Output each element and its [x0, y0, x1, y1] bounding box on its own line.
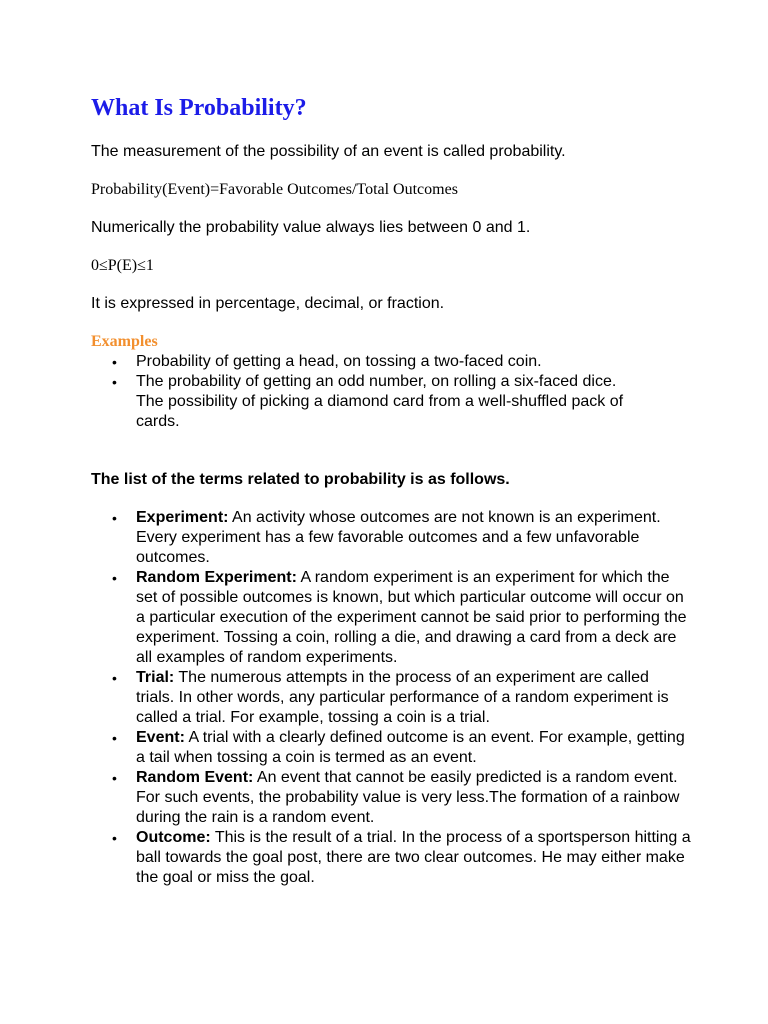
bullet-icon: • [112, 570, 117, 586]
term-label: Outcome: [136, 829, 211, 846]
list-item [91, 352, 661, 372]
list-item [91, 668, 691, 728]
intro-paragraph: The measurement of the possibility of an event is called probability. [91, 143, 566, 160]
bullet-icon: • [112, 670, 117, 686]
term-label: Trial: [136, 669, 175, 686]
term-definition: A trial with a clearly defined outcome is an event. For example, getting a tail when tossing a coin is termed as an event. [136, 729, 685, 766]
terms-heading: The list of the terms related to probability is as follows. [91, 471, 510, 488]
example-text: The possibility of picking a diamond card from a well-shuffled pack of cards. [136, 393, 624, 430]
list-item [91, 508, 691, 568]
list-item [91, 768, 691, 828]
term-definition: An activity whose outcomes are not known is an experiment. Every experiment has a few favorable outcomes and a few unfavorable outcomes. [136, 509, 661, 566]
term-definition: An event that cannot be easily predicted is a random event. For such events, the probability value is very less.The formation of a rainbow during the rain is a random event. [136, 769, 680, 826]
term-definition: A random experiment is an experiment for which the set of possible outcomes is known, but which particular outcome will occur on a particular execution of the experiment cannot be said prior to performing the experiment. Tossing a coin, rolling a die, and drawing a card from a deck are all examples of random experiments. [136, 569, 687, 666]
page-title: What Is Probability? [91, 95, 307, 121]
term-label: Random Event: [136, 769, 254, 786]
range-paragraph: Numerically the probability value always lies between 0 and 1. [91, 219, 531, 236]
bullet-icon: • [112, 510, 117, 526]
document-page [91, 92, 691, 888]
list-item [91, 828, 691, 888]
example-text: Probability of getting a head, on tossing a two-faced coin. [136, 353, 542, 370]
bullet-icon: • [112, 830, 117, 846]
expressed-paragraph: It is expressed in percentage, decimal, or fraction. [91, 295, 445, 312]
bullet-icon: • [112, 770, 117, 786]
range-formula: 0≤P(E)≤1 [91, 257, 154, 274]
examples-list [91, 352, 661, 432]
term-label: Random Experiment: [136, 569, 297, 586]
term-label: Experiment: [136, 509, 229, 526]
bullet-icon: • [112, 730, 117, 746]
example-text: The probability of getting an odd number, on rolling a six-faced dice. [136, 373, 617, 390]
examples-heading: Examples [91, 333, 158, 350]
terms-list [91, 508, 691, 888]
term-label: Event: [136, 729, 185, 746]
list-item [91, 372, 661, 432]
list-item [91, 728, 691, 768]
bullet-icon: • [112, 374, 117, 390]
probability-formula: Probability(Event)=Favorable Outcomes/Total Outcomes [91, 181, 458, 198]
term-definition: This is the result of a trial. In the process of a sportsperson hitting a ball towards the goal post, there are two clear outcomes. He may either make the goal or miss the goal. [136, 829, 691, 886]
bullet-icon: • [112, 354, 117, 370]
term-definition: The numerous attempts in the process of an experiment are called trials. In other words, any particular performance of a random experiment is called a trial. For example, tossing a coin is a trial. [136, 669, 669, 726]
list-item [91, 568, 691, 668]
